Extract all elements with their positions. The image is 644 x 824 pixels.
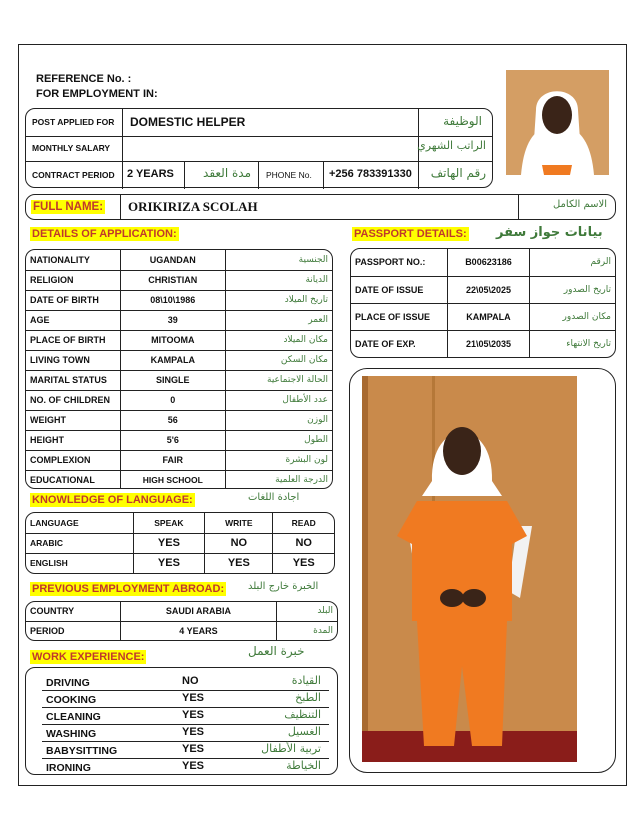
application-label-ar: عدد الأطفال (226, 390, 332, 410)
application-row (26, 290, 332, 310)
salary-ar: الراتب الشهري (417, 139, 486, 152)
passport-value: 21\05\2035 (447, 330, 530, 357)
work-label-ar: التنظيف (284, 708, 321, 721)
language-speak: YES (133, 553, 205, 573)
work-row (42, 674, 329, 691)
application-label: MARITAL STATUS (26, 370, 120, 390)
passport-label: DATE OF EXP. (355, 338, 416, 349)
work-title-ar: خبرة العمل (248, 644, 305, 658)
passport-label-ar: الرقم (530, 249, 615, 276)
language-row (26, 533, 334, 553)
application-value: 08\10\1986 (120, 290, 226, 310)
work-row (42, 708, 329, 725)
work-label-ar: الطبخ (295, 691, 321, 704)
work-row (42, 759, 329, 775)
work-label: CLEANING (46, 711, 101, 723)
language-read: NO (273, 533, 334, 553)
language-header: SPEAK (133, 513, 205, 533)
reference-label: REFERENCE No. : (36, 73, 132, 85)
passport-label: DATE OF ISSUE (351, 276, 447, 303)
application-value: 0 (120, 390, 226, 410)
application-row (26, 450, 332, 470)
language-lang: ARABIC (26, 533, 133, 553)
work-value: YES (182, 709, 205, 721)
passport-label: PASSPORT NO.: (351, 249, 447, 276)
passport-value: 22\05\2025 (447, 276, 530, 303)
passport-label-ar: تاريخ الانتهاء (530, 330, 615, 357)
application-row (26, 350, 332, 370)
passport-title: PASSPORT DETAILS: (354, 228, 467, 240)
application-label-ar: تاريخ الميلاد (226, 290, 332, 310)
application-value: 5'6 (120, 430, 226, 450)
previous-label: PERIOD (30, 625, 65, 636)
previous-value: SAUDI ARABIA (120, 602, 277, 621)
application-label: EDUCATIONAL (30, 475, 95, 486)
work-value: YES (182, 760, 205, 772)
application-label-ar: لون البشرة (226, 450, 332, 470)
application-label: PLACE OF BIRTH (26, 330, 120, 350)
language-header: LANGUAGE (26, 513, 133, 533)
work-label: COOKING (46, 694, 97, 706)
language-read: YES (273, 553, 334, 573)
work-table (25, 667, 338, 775)
application-label-ar: مكان السكن (226, 350, 332, 370)
passport-label-ar: تاريخ الصدور (530, 276, 615, 303)
application-value: HIGH SCHOOL (120, 470, 226, 489)
application-title: DETAILS OF APPLICATION: (32, 228, 177, 240)
passport-label-ar: مكان الصدور (530, 303, 615, 330)
application-row (26, 310, 332, 330)
work-title: WORK EXPERIENCE: (32, 651, 145, 663)
language-title: KNOWLEDGE OF LANGUAGE: (32, 494, 193, 506)
full-name-box (25, 194, 616, 220)
application-label: DATE OF BIRTH (26, 290, 120, 310)
work-row (42, 691, 329, 708)
full-name-ar: الاسم الكامل (552, 199, 607, 210)
language-header: WRITE (205, 513, 273, 533)
application-value: UGANDAN (120, 250, 226, 270)
work-label-ar: الغسيل (287, 725, 321, 738)
full-name-label: FULL NAME: (33, 201, 104, 213)
work-value: YES (182, 692, 205, 704)
phone-value: +256 783391330 (329, 168, 412, 180)
phone-ar: رقم الهاتف (430, 166, 486, 180)
previous-value: 4 YEARS (120, 621, 277, 640)
application-label-ar: الجنسية (226, 250, 332, 270)
work-value: YES (182, 743, 205, 755)
phone-label: PHONE No. (266, 170, 312, 180)
application-table (25, 249, 333, 489)
contract-value: 2 YEARS (127, 168, 174, 180)
application-label: AGE (26, 310, 120, 330)
passport-value: KAMPALA (447, 303, 530, 330)
previous-table (25, 601, 338, 641)
application-row (26, 370, 332, 390)
language-header-row (26, 513, 334, 533)
application-row (26, 250, 332, 270)
passport-table (350, 248, 616, 358)
application-label-ar: الحالة الاجتماعية (226, 370, 332, 390)
application-row (26, 470, 332, 489)
employment-label: FOR EMPLOYMENT IN: (36, 88, 158, 100)
previous-row (26, 621, 337, 640)
work-row (42, 742, 329, 759)
application-row (26, 430, 332, 450)
application-label-ar: الطول (226, 430, 332, 450)
application-value: 39 (120, 310, 226, 330)
application-value: FAIR (120, 450, 226, 470)
application-label: HEIGHT (26, 430, 120, 450)
passport-value: B00623186 (447, 249, 530, 276)
contract-ar: مدة العقد (203, 166, 251, 180)
passport-label: PLACE OF ISSUE (351, 303, 447, 330)
application-row (26, 390, 332, 410)
application-value: 56 (120, 410, 226, 430)
application-value: SINGLE (120, 370, 226, 390)
work-label: BABYSITTING (46, 745, 118, 757)
contract-label: CONTRACT PERIOD (32, 170, 115, 180)
work-label-ar: الخياطة (286, 759, 321, 772)
application-label: LIVING TOWN (26, 350, 120, 370)
application-label-ar: الوزن (226, 410, 332, 430)
salary-label: MONTHLY SALARY (32, 143, 111, 153)
work-label: WASHING (46, 728, 97, 740)
language-row (26, 553, 334, 573)
application-label: COMPLEXION (26, 450, 120, 470)
application-value: KAMPALA (120, 350, 226, 370)
work-label: DRIVING (46, 677, 90, 689)
work-label: IRONING (46, 762, 91, 774)
work-row (42, 725, 329, 742)
work-label-ar: القيادة (291, 674, 321, 687)
language-speak: YES (133, 533, 205, 553)
full-body-photo (362, 376, 577, 762)
language-header: READ (273, 513, 334, 533)
passport-title-ar: بيانات جواز سفر (496, 225, 603, 240)
application-label: NO. OF CHILDREN (26, 390, 120, 410)
application-label: WEIGHT (26, 410, 120, 430)
passport-row (351, 303, 615, 330)
application-value: CHRISTIAN (120, 270, 226, 290)
language-title-ar: اجادة اللغات (248, 492, 300, 503)
application-label: RELIGION (26, 270, 120, 290)
previous-title: PREVIOUS EMPLOYMENT ABROAD: (32, 583, 225, 595)
passport-row (351, 249, 615, 276)
application-label-ar: العمر (226, 310, 332, 330)
language-write: NO (205, 533, 273, 553)
previous-row (26, 602, 337, 621)
language-table (25, 512, 335, 574)
full-name-value: ORIKIRIZA SCOLAH (128, 199, 258, 214)
post-value: DOMESTIC HELPER (130, 115, 246, 129)
application-label: NATIONALITY (26, 250, 120, 270)
work-value: NO (182, 675, 199, 687)
application-value: MITOOMA (120, 330, 226, 350)
work-label-ar: تربية الأطفال (261, 742, 321, 755)
previous-label-ar: المدة (277, 621, 337, 640)
headshot-photo (506, 70, 609, 175)
application-row (26, 270, 332, 290)
previous-label: COUNTRY (26, 602, 120, 621)
post-label: POST APPLIED FOR (32, 117, 115, 127)
language-lang: ENGLISH (30, 558, 68, 569)
passport-row (351, 330, 615, 357)
previous-label-ar: البلد (277, 602, 337, 621)
application-row (26, 410, 332, 430)
application-label-ar: الدرجة العلمية (226, 470, 332, 489)
work-value: YES (182, 726, 205, 738)
passport-row (351, 276, 615, 303)
language-write: YES (205, 553, 273, 573)
post-box (25, 108, 493, 188)
previous-title-ar: الخبرة خارج البلد (248, 581, 319, 592)
application-label-ar: الديانة (226, 270, 332, 290)
application-label-ar: مكان الميلاد (226, 330, 332, 350)
application-row (26, 330, 332, 350)
post-ar: الوظيفة (443, 114, 482, 128)
